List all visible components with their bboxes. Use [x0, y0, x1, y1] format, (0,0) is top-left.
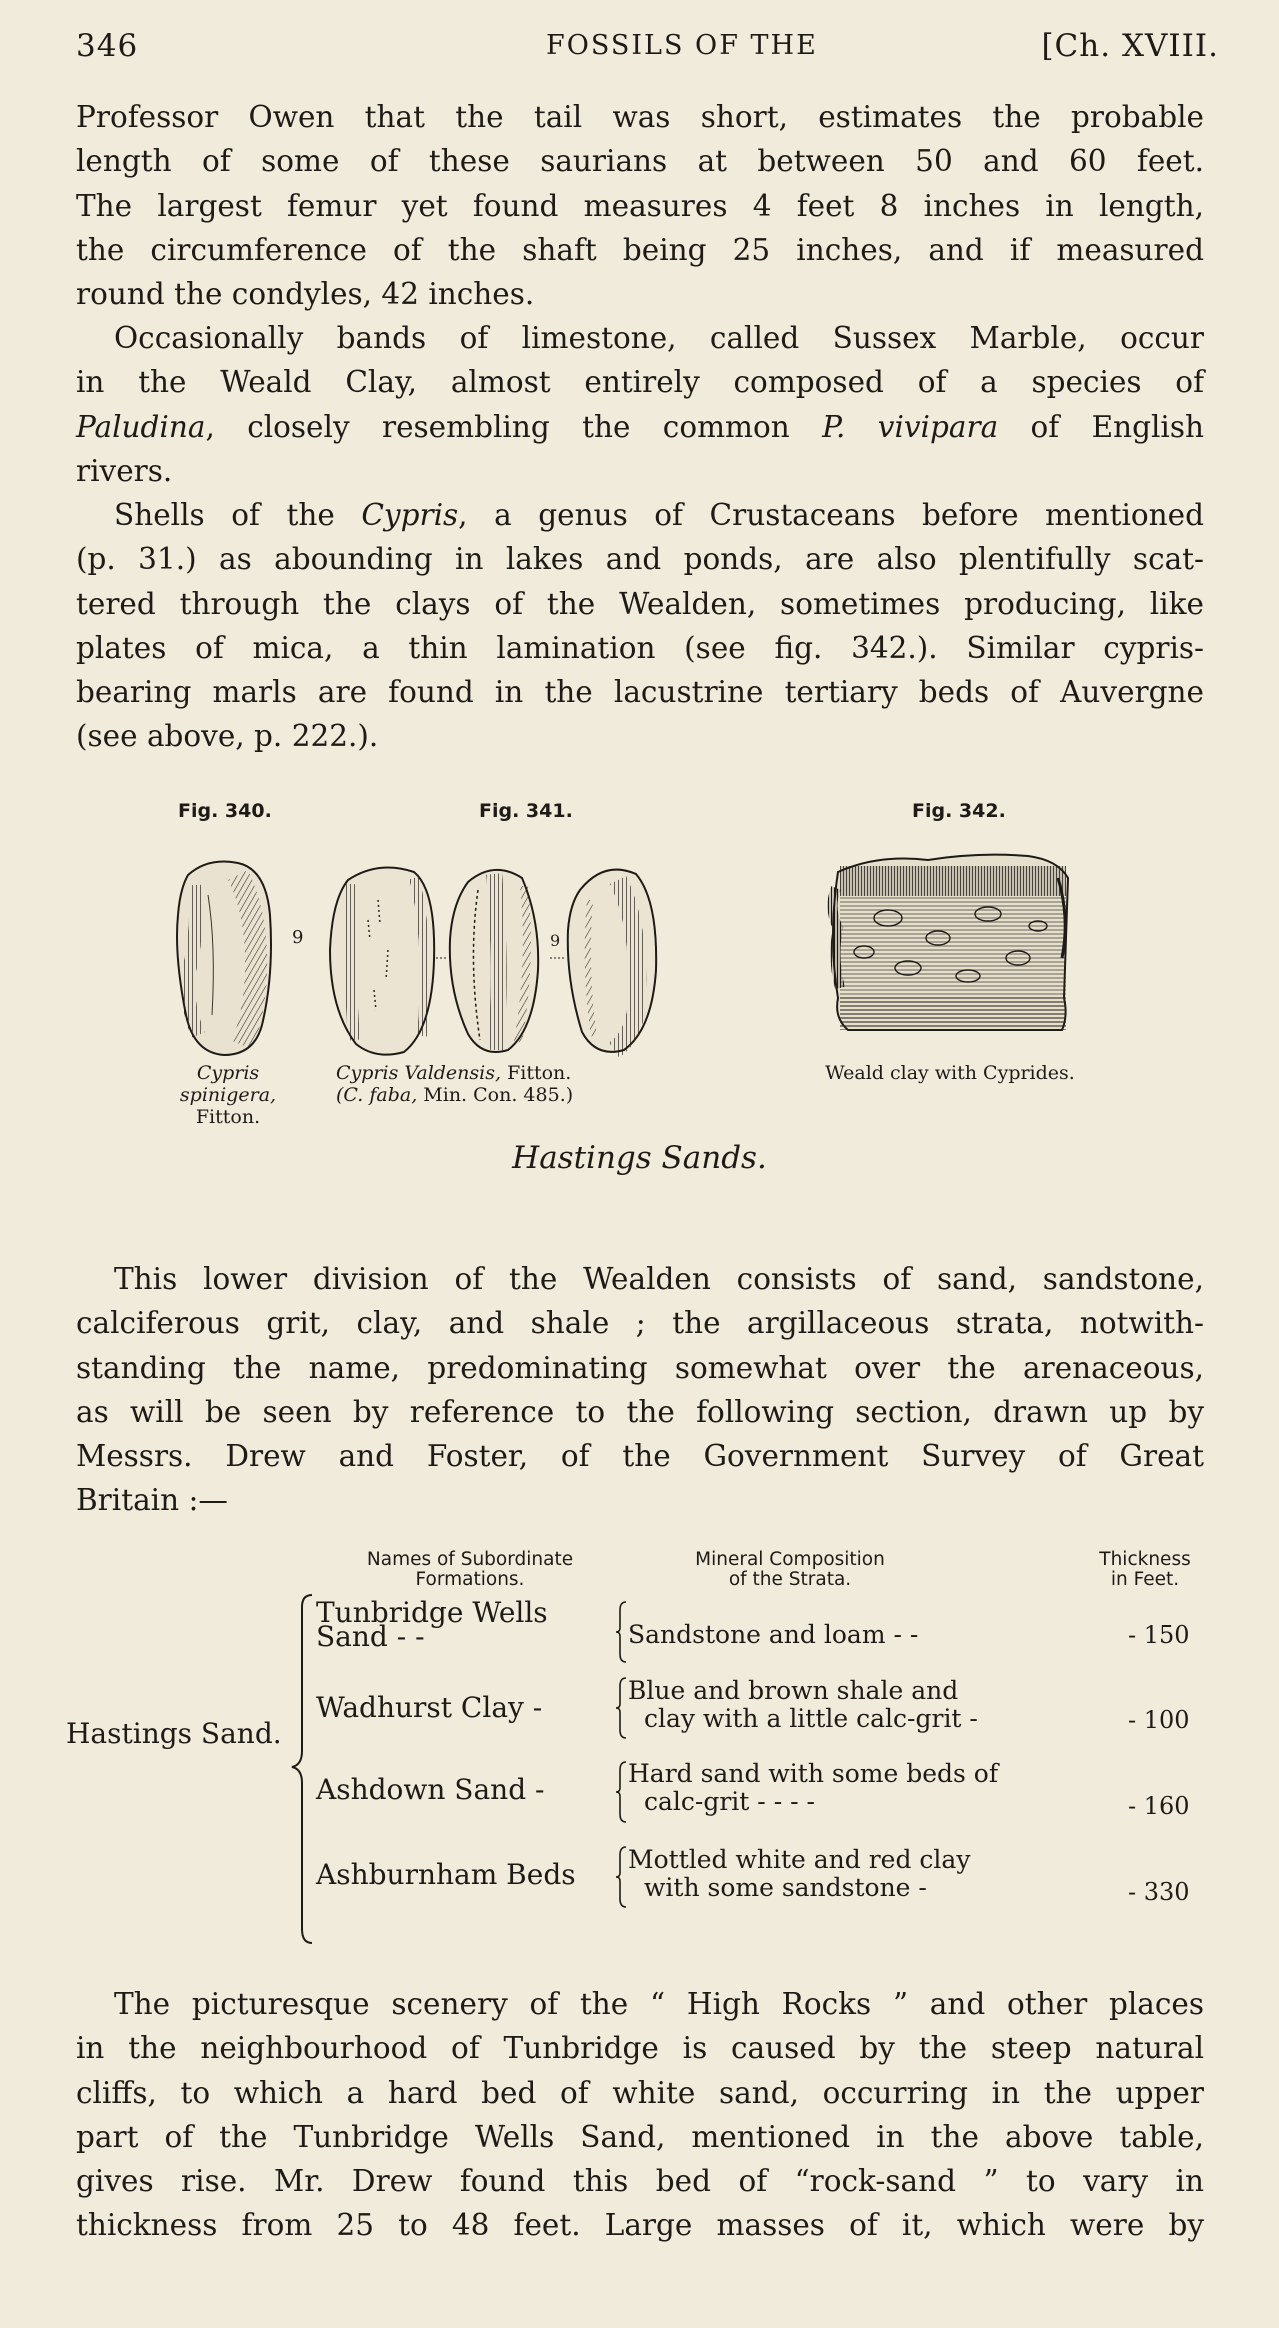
text-line [76, 405, 1204, 449]
taxon-cypris: Cypris [361, 498, 459, 532]
row-tunbridge-name [316, 1598, 548, 1652]
group-brace [288, 1593, 316, 1945]
row-brace [614, 1676, 628, 1740]
chapter-marker: [Ch. XVIII. [1041, 28, 1219, 64]
row-brace [614, 1600, 628, 1664]
row-ashburnham-composition [628, 1846, 970, 1902]
caption-run: Min. Con. 485.) [417, 1084, 574, 1106]
text-line: tered through the clays of the Wealden, sometimes producing, like [76, 586, 1204, 621]
text-run: , a genus of Crustaceans before mentioned [458, 498, 1204, 532]
caption-line [336, 1062, 676, 1084]
text-run: , closely resembling the common [205, 409, 823, 444]
fig-342-weald-clay-engraving [818, 848, 1078, 1033]
caption-run: Cypris Valdensis, [336, 1062, 502, 1084]
fig-340-cypris-spinigera-engraving [168, 855, 308, 1060]
text-line: (p. 31.) as abounding in lakes and ponds, are also plentifully scat- [76, 542, 1204, 577]
text-line [76, 493, 1204, 537]
text-line: gives rise. Mr. Drew found this bed of “rock-sand ” to vary in [76, 2164, 1204, 2199]
row-brace [614, 1845, 628, 1909]
text-line: the circumference of the shaft being 25 inches, and if measured [76, 232, 1204, 267]
taxon-paludina: Paludina [76, 409, 206, 444]
svg-text:9: 9 [292, 927, 304, 948]
text-line: Professor Owen that the tail was short, estimates the probable [76, 100, 1204, 134]
header-line: Formations. [415, 1569, 525, 1590]
row-wadhurst-composition [628, 1677, 978, 1733]
text-line: plates of mica, a thin lamination (see fig. 342.). Similar cypris- [76, 630, 1204, 665]
row-ashdown-thickness: - 160 [1128, 1792, 1190, 1820]
text-line: The largest femur yet found measures 4 feet 8 inches in length, [76, 188, 1204, 223]
cell-line: Mottled white and red clay [628, 1845, 971, 1874]
row-tunbridge-thickness: - 150 [1128, 1621, 1190, 1649]
text-line: standing the name, predominating somewhat over the arenaceous, [76, 1350, 1204, 1385]
text-run: of English [998, 409, 1204, 444]
text-line: round the condyles, 42 inches. [76, 277, 535, 312]
cell-line: Blue and brown shale and [628, 1676, 959, 1705]
text-line: thickness from 25 to 48 feet. Large masses of it, which were by [76, 2208, 1204, 2243]
caption-line: Fitton. [195, 1106, 261, 1128]
col-header-formations [330, 1550, 610, 1590]
fig-342-caption: Weald clay with Cyprides. [825, 1062, 1075, 1084]
header-line: Thickness [1099, 1549, 1191, 1570]
cell-line: clay with a little calc-grit - [644, 1704, 978, 1733]
fig-341-caption [336, 1062, 676, 1106]
text-line: calciferous grit, clay, and shale ; the argillaceous strata, notwith- [76, 1306, 1204, 1341]
taxon-p-vivipara: P. vivipara [822, 409, 999, 444]
running-title: FOSSILS OF THE [546, 30, 818, 61]
paragraph-2 [76, 316, 1204, 493]
cell-line: calc-grit - - - - [644, 1787, 815, 1816]
header-line: Mineral Composition [695, 1549, 885, 1570]
fig-341-label: Fig. 341. [479, 800, 573, 822]
row-ashdown-composition [628, 1760, 998, 1816]
text-line: Britain :— [76, 1483, 228, 1518]
caption-run: Fitton. [501, 1062, 572, 1084]
col-header-composition [660, 1550, 920, 1590]
text-line: cliffs, to which a hard bed of white sand, occurring in the upper [76, 2075, 1204, 2110]
svg-text:9: 9 [550, 931, 561, 950]
text-line: (see above, p. 222.). [76, 719, 379, 754]
fig-340-caption [168, 1062, 288, 1128]
text-line: Messrs. Drew and Foster, of the Government Survey of Great [76, 1439, 1204, 1474]
row-brace [614, 1760, 628, 1824]
cell-line: with some sandstone - [644, 1873, 927, 1902]
paragraph-4 [76, 1257, 1204, 1523]
paragraph-3 [76, 493, 1204, 759]
caption-line [336, 1084, 676, 1106]
text-line: length of some of these saurians at between 50 and 60 feet. [76, 144, 1204, 179]
text-line: This lower division of the Wealden consists of sand, sandstone, [114, 1262, 1204, 1296]
col-header-thickness [1080, 1550, 1210, 1590]
running-header [76, 28, 1219, 78]
row-tunbridge-composition: Sandstone and loam - - [628, 1620, 919, 1649]
fig-341-cypris-valdensis-engraving [318, 860, 738, 1060]
text-line: The picturesque scenery of the “ High Rocks ” and other places [114, 1987, 1204, 2021]
fig-342-label: Fig. 342. [912, 800, 1006, 822]
text-line: bearing marls are found in the lacustrine tertiary beds of Auvergne [76, 675, 1204, 710]
text-line: in the neighbourhood of Tunbridge is caused by the steep natural [76, 2031, 1204, 2066]
text-line: Occasionally bands of limestone, called Sussex Marble, occur [114, 321, 1204, 355]
row-wadhurst-thickness: - 100 [1128, 1706, 1190, 1734]
section-heading: Hastings Sands. [512, 1140, 767, 1176]
page-number: 346 [76, 28, 139, 64]
text-line: as will be seen by reference to the following section, drawn up by [76, 1394, 1204, 1429]
cell-line: Tunbridge Wells [316, 1596, 548, 1629]
text-run: Shells of the [114, 498, 362, 532]
header-line: Names of Subordinate [366, 1549, 574, 1570]
row-ashburnham-thickness: - 330 [1128, 1878, 1190, 1906]
text-line: part of the Tunbridge Wells Sand, mentioned in the above table, [76, 2119, 1204, 2154]
header-line: of the Strata. [728, 1569, 852, 1590]
text-line: rivers. [76, 453, 173, 488]
row-wadhurst-name: Wadhurst Clay - [316, 1691, 543, 1724]
caption-run: (C. faba, [336, 1084, 418, 1106]
caption-line: spinigera, [179, 1084, 277, 1106]
fig-340-label: Fig. 340. [178, 800, 272, 822]
group-label: Hastings Sand. [66, 1717, 282, 1750]
row-ashburnham-name: Ashburnham Beds [316, 1858, 576, 1891]
caption-line: Cypris [196, 1062, 260, 1084]
cell-line: Hard sand with some beds of [628, 1759, 999, 1788]
cell-line: Sand - - [316, 1620, 425, 1653]
paragraph-1 [76, 95, 1204, 316]
row-ashdown-name: Ashdown Sand - [316, 1773, 545, 1806]
text-line: in the Weald Clay, almost entirely composed of a species of [76, 365, 1204, 400]
header-line: in Feet. [1110, 1569, 1180, 1590]
paragraph-5 [76, 1982, 1204, 2248]
